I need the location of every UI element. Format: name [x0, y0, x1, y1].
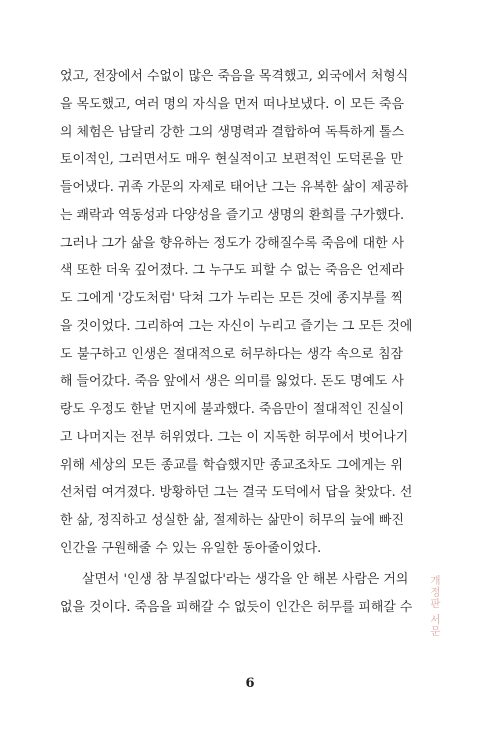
text-line: 선처럼 여겨졌다. 방황하던 그는 결국 도덕에서 답을 찾았다. 선 — [60, 485, 413, 501]
body-paragraph-2 — [60, 566, 413, 622]
text-line: 을 목도했고, 여러 명의 자식을 먼저 떠나보냈다. 이 모든 죽음 — [60, 96, 404, 112]
text-line: 을 것이었다. 그리하여 그는 자신이 누리고 즐기는 그 모든 것에 — [60, 318, 413, 334]
text-line: 랑도 우정도 한낱 먼지에 불과했다. 죽음만이 절대적인 진실이 — [60, 402, 405, 417]
running-section-title: 개정판 서문 — [429, 575, 441, 637]
text-line: 위해 세상의 모든 종교를 학습했지만 종교조차도 그에게는 위 — [60, 457, 403, 473]
page-number: 6 — [245, 676, 255, 691]
text-line: 색 또한 더욱 깊어졌다. 그 누구도 피할 수 없는 죽음은 언제라 — [60, 263, 404, 279]
body-paragraph-1 — [60, 63, 413, 563]
text-line: 해 들어갔다. 죽음 앞에서 생은 의미를 잃었다. 돈도 명예도 사 — [60, 374, 404, 390]
text-line: 고 나머지는 전부 허위였다. 그는 이 지독한 허무에서 벗어나기 — [60, 429, 409, 445]
text-line: 토이적인, 그러면서도 매우 현실적이고 보편적인 도덕론을 만 — [60, 152, 403, 168]
text-line: 도 불구하고 인생은 절대적으로 허무하다는 생각 속으로 침잠 — [60, 346, 403, 362]
text-line: 한 삶, 정직하고 성실한 삶, 절제하는 삶만이 허무의 늪에 빠진 — [60, 513, 404, 528]
text-line: 인간을 구원해줄 수 있는 유일한 동아줄이었다. — [60, 540, 322, 556]
text-line: 그러나 그가 삶을 향유하는 정도가 강해질수록 죽음에 대한 사 — [60, 235, 405, 251]
text-line: 의 체험은 남달리 강한 그의 생명력과 결합하여 독특하게 톨스 — [60, 124, 405, 140]
text-line: 살면서 '인생 참 부질없다'라는 생각을 안 해본 사람은 거의 — [82, 572, 409, 587]
text-line: 없을 것이다. 죽음을 피해갈 수 없듯이 인간은 허무를 피해갈 수 — [60, 599, 413, 615]
text-line: 도 그에게 '강도처럼' 닥쳐 그가 누리는 모든 것에 종지부를 찍 — [60, 291, 403, 306]
text-line: 들어냈다. 귀족 가문의 자제로 태어난 그는 유복한 삶이 제공하 — [60, 180, 409, 195]
text-line: 는 쾌락과 역동성과 다양성을 즐기고 생명의 환희를 구가했다. — [60, 207, 405, 223]
text-line: 었고, 전장에서 수없이 많은 죽음을 목격했고, 외국에서 처형식 — [60, 69, 409, 84]
